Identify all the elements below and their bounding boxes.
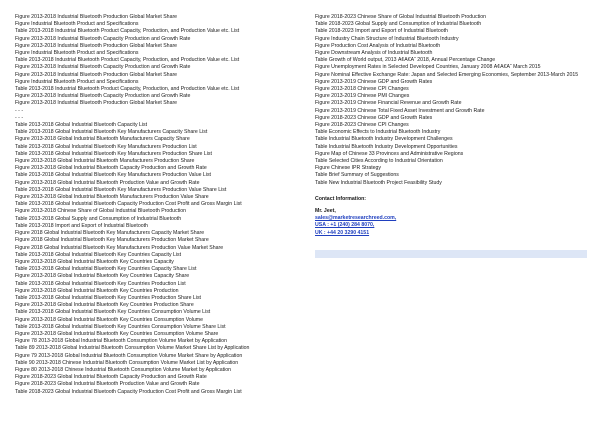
list-item: Table 2013-2018 Global Industrial Bluetooth Key Countries Capacity Share List xyxy=(15,266,197,273)
list-item: Figure Downstream Analysis of Industrial Bluetooth xyxy=(315,50,433,57)
list-item: Figure Chinese IPR Strategy xyxy=(315,165,382,172)
list-item: Table 2013-2018 Global Industrial Bluetooth Key Countries Consumption Volume List xyxy=(15,309,211,316)
list-item: Table Growth of World output, 2013 Ã¢Â€Â“ 2018, Annual Percentage Change xyxy=(315,57,496,64)
list-item: Figure 78 2013-2018 Global Industrial Bluetooth Consumption Volume Market by Application xyxy=(15,338,227,345)
list-item: Figure 2018 Global Industrial Bluetooth Key Manufacturers Production Market Share xyxy=(15,237,209,244)
list-item: Figure 2013-2018 Chinese Share of Global Industrial Bluetooth Production xyxy=(15,208,187,215)
list-item: Figure 2013-2018 Global Industrial Bluetooth Key Countries Consumption Volume Share xyxy=(15,330,219,337)
list-item: Figure 2013-2018 Industrial Bluetooth Capacity Production and Growth Rate xyxy=(15,93,191,100)
list-item: Figure 2018-2023 Chinese Share of Global Industrial Bluetooth Production xyxy=(315,14,487,20)
contact-name: Mr. Jeet, xyxy=(315,208,336,215)
list-item: Figure 2013-2018 Industrial Bluetooth Production Global Market Share xyxy=(15,14,178,20)
list-item: Table Brief Summary of Suggestions xyxy=(315,172,399,179)
list-item: Table 2013-2018 Global Industrial Bluetooth Capacity Production Cost Profit and Gross Margin List xyxy=(15,201,242,208)
list-item: Figure 2013-2018 Global Industrial Bluetooth Manufacturers Production Share xyxy=(15,158,195,165)
list-item: Figure Industrial Bluetooth Product and Specifications xyxy=(15,50,139,57)
list-item: Figure 2013-2018 Industrial Bluetooth Production Global Market Share xyxy=(15,42,178,49)
list-item: Figure 2013-2018 Industrial Bluetooth Production Global Market Share xyxy=(15,71,178,78)
list-item: Table New Industrial Bluetooth Project Feasibility Study xyxy=(315,179,442,186)
contact-email-link[interactable]: sales@marketresearchreed.com, xyxy=(315,215,397,222)
list-item: Table 2018-2023 Global Supply and Consumption of Industrial Bluetooth xyxy=(315,21,482,28)
list-item: Figure 2018 Global Industrial Bluetooth Key Manufacturers Capacity Market Share xyxy=(15,230,205,237)
spacer xyxy=(315,187,587,192)
list-item: Figure Unemployment Rates in Selected Developed Countries, January 2008 Ã¢Â€Â“ March 2015 xyxy=(315,64,541,71)
list-item: Figure 2013-2018 Global Industrial Bluetooth Manufacturers Capacity Share xyxy=(15,136,190,143)
highlight-bar xyxy=(315,250,587,258)
list-item: Figure 2013-2019 Chinese PMI Changes xyxy=(315,93,410,100)
list-item: Table 2013-2018 Global Industrial Bluetooth Key Manufacturers Production Value List xyxy=(15,172,211,179)
list-item: Figure Industry Chain Structure of Industrial Bluetooth Industry xyxy=(315,35,459,42)
list-item: Figure Industrial Bluetooth Product and Specifications xyxy=(15,78,139,85)
list-item: Figure 2013-2018 Industrial Bluetooth Capacity Production and Growth Rate xyxy=(15,35,191,42)
list-item: Table 2013-2018 Industrial Bluetooth Product Capacity, Production, and Production Value etc. List xyxy=(15,86,240,93)
list-item: Table 90 2013-2018 Chinese Industrial Bluetooth Consumption Volume Market List by Application xyxy=(15,359,239,366)
list-item: Table 2013-2018 Import and Export of Industrial Bluetooth xyxy=(15,222,148,229)
list-item: Figure 2018-2023 Chinese CPI Changes xyxy=(315,122,409,129)
contact-title: Contact Information: xyxy=(315,195,367,202)
list-item: Figure 2013-2018 Chinese CPI Changes xyxy=(315,86,409,93)
list-item: Figure 2013-2018 Global Industrial Bluetooth Capacity Production and Growth Rate xyxy=(15,165,207,172)
list-item: Table 2013-2018 Global Industrial Bluetooth Key Manufacturers Production Value Share List xyxy=(15,186,227,193)
list-item: Table 2013-2018 Industrial Bluetooth Product Capacity, Production, and Production Value etc. List xyxy=(15,57,240,64)
list-item: Table Selected Cities According to Industrial Orientation xyxy=(315,158,443,165)
list-item: Figure Map of Chinese 33 Provinces and Administrative Regions xyxy=(315,150,464,157)
list-item: Figure 2013-2018 Global Industrial Bluetooth Key Countries Production Share xyxy=(15,302,194,309)
list-item: Table 2013-2018 Global Industrial Bluetooth Key Manufacturers Capacity Share List xyxy=(15,129,208,136)
list-item: - - - xyxy=(15,107,24,114)
list-item: Figure 2013-2018 Industrial Bluetooth Capacity Production and Growth Rate xyxy=(15,64,191,71)
list-item: Figure 2013-2018 Industrial Bluetooth Production Global Market Share xyxy=(15,100,178,107)
list-item: - - - xyxy=(15,114,24,121)
list-item: Table 2013-2018 Global Industrial Bluetooth Key Manufacturers Production Share List xyxy=(15,150,212,157)
list-item: Figure 2013-2018 Global Industrial Bluetooth Key Countries Capacity Share xyxy=(15,273,190,280)
list-item: Figure Nominal Effective Exchange Rate: Japan and Selected Emerging Economies, September 2013-March 2015 xyxy=(315,71,579,78)
list-item: Table 2013-2018 Global Industrial Bluetooth Key Countries Production Share List xyxy=(15,294,201,301)
right-column-list xyxy=(315,14,587,187)
contact-usa-phone-link[interactable]: USA : +1 (240) 284 8070, xyxy=(315,222,375,229)
right-column xyxy=(315,14,587,237)
list-item: Table Industrial Bluetooth Industry Development Opportunities xyxy=(315,143,458,150)
list-item: Figure 2013-2018 Global Industrial Bluetooth Manufacturers Production Value Share xyxy=(15,194,209,201)
list-item: Figure 2013-2019 Chinese GDP and Growth Rates xyxy=(315,78,433,85)
list-item: Table 2013-2018 Industrial Bluetooth Product Capacity, Production, and Production Value etc. List xyxy=(15,28,240,35)
list-item: Table 2013-2018 Global Industrial Bluetooth Key Countries Production List xyxy=(15,280,186,287)
list-item: Table 2013-2018 Global Industrial Bluetooth Capacity List xyxy=(15,122,148,129)
list-item: Table 2013-2018 Global Industrial Bluetooth Key Countries Consumption Volume Share List xyxy=(15,323,226,330)
list-item: Figure 2018-2023 Chinese GDP and Growth Rates xyxy=(315,114,433,121)
list-item: Figure 2013-2018 Global Industrial Bluetooth Key Countries Consumption Volume xyxy=(15,316,204,323)
list-item: Figure 2018-2023 Global Industrial Bluetooth Capacity Production and Growth Rate xyxy=(15,374,207,381)
list-item: Table 2013-2018 Global Industrial Bluetooth Key Manufacturers Production List xyxy=(15,143,197,150)
left-column-list xyxy=(15,14,305,396)
contact-uk-phone-link[interactable]: UK : +44 20 3290 4151 xyxy=(315,229,370,236)
list-item: Figure 2013-2018 Global Industrial Bluetooth Production Value and Growth Rate xyxy=(15,179,200,186)
list-item: Table 2013-2018 Global Industrial Bluetooth Key Countries Capacity List xyxy=(15,251,182,258)
list-item: Figure 79 2013-2018 Global Industrial Bluetooth Consumption Volume Market Share by Application xyxy=(15,352,243,359)
list-item: Table 2018-2023 Global Industrial Bluetooth Capacity Production Cost Profit and Gross Margin List xyxy=(15,388,242,395)
list-item: Table 2013-2018 Global Supply and Consumption of Industrial Bluetooth xyxy=(15,215,182,222)
list-item: Figure Production Cost Analysis of Industrial Bluetooth xyxy=(315,42,441,49)
list-item: Figure 2013-2018 Global Industrial Bluetooth Key Countries Production xyxy=(15,287,179,294)
list-item: Figure 2018 Global Industrial Bluetooth Key Manufacturers Production Value Market Share xyxy=(15,244,224,251)
list-item: Table Economic Effects to Industrial Bluetooth Industry xyxy=(315,129,441,136)
list-item: Table 2018-2023 Import and Export of Industrial Bluetooth xyxy=(315,28,448,35)
list-item: Table Industrial Bluetooth Industry Development Challenges xyxy=(315,136,453,143)
list-item: Figure 2013-2018 Global Industrial Bluetooth Key Countries Capacity xyxy=(15,258,174,265)
list-item: Figure Industrial Bluetooth Product and Specifications xyxy=(15,21,139,28)
list-item: Figure 2013-2019 Chinese Total Fixed Asset Investment and Growth Rate xyxy=(315,107,485,114)
list-item: Figure 2013-2019 Chinese Financial Revenue and Growth Rate xyxy=(315,100,462,107)
list-item: Table 89 2013-2018 Global Industrial Bluetooth Consumption Volume Market Share List by Application xyxy=(15,345,250,352)
list-item: Figure 80 2013-2018 Chinese Industrial Bluetooth Consumption Volume Market by Application xyxy=(15,366,231,373)
list-item: Figure 2018-2023 Global Industrial Bluetooth Production Value and Growth Rate xyxy=(15,381,200,388)
